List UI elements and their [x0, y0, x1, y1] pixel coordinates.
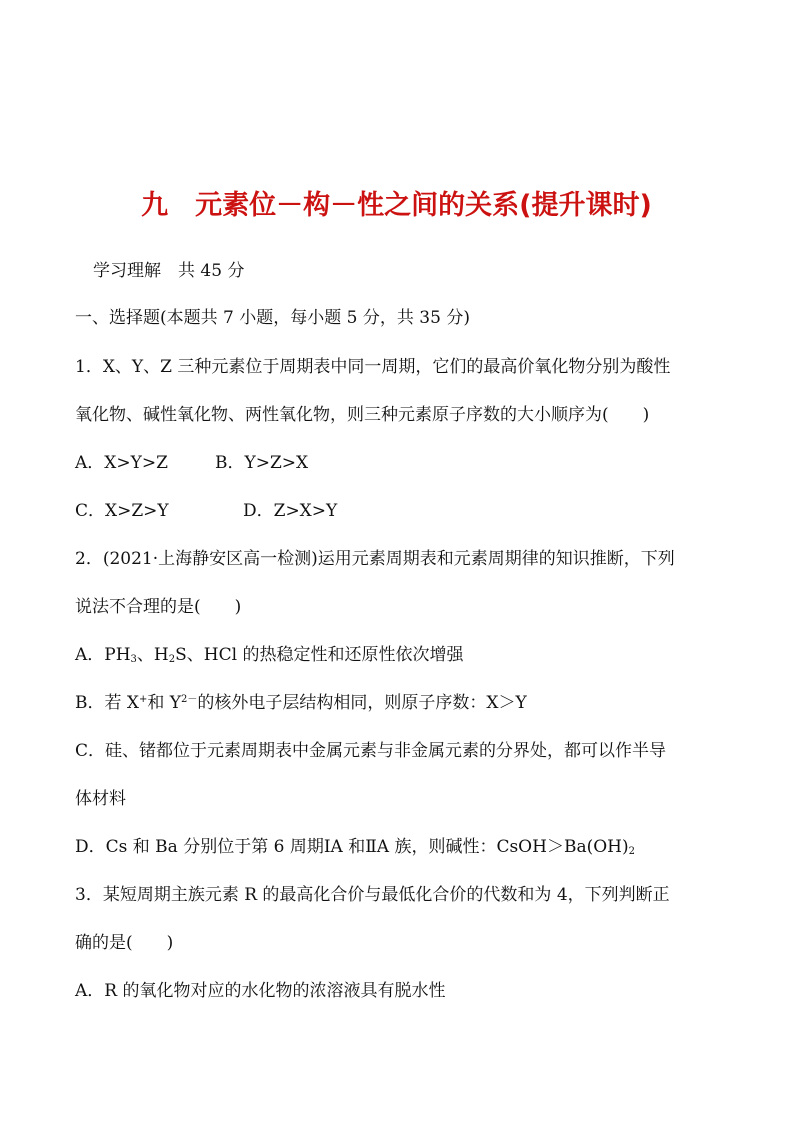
question-1-option-c: C．X>Z>Y: [75, 501, 169, 521]
question-2-option-c-line-2: 体材料: [75, 789, 126, 809]
question-1-option-d: D．Z>X>Y: [243, 501, 338, 521]
text-run: 、H: [136, 645, 169, 665]
question-2-option-b: [75, 691, 527, 715]
question-1-option-a: A．X>Y>Z: [75, 453, 168, 473]
section-header: 学习理解 共 45 分: [93, 261, 245, 281]
text-run: A．PH: [75, 645, 131, 665]
superscript: 2－: [181, 694, 198, 705]
text-run: D．Cs 和 Ba 分别位于第 6 周期ⅠA 和ⅡA 族，则碱性：CsOH＞Ba(OH): [75, 837, 629, 857]
superscript: +: [139, 694, 148, 705]
question-1-line-1: 1．X、Y、Z 三种元素位于周期表中同一周期，它们的最高价氧化物分别为酸性: [75, 357, 671, 377]
subscript: 3: [130, 654, 137, 665]
text-run: 的核外电子层结构相同，则原子序数：X＞Y: [197, 693, 527, 713]
question-3-line-2: 确的是( ): [75, 933, 174, 953]
subscript: 2: [168, 654, 176, 665]
question-2-option-d: [75, 835, 635, 859]
text-run: B．若 X: [75, 693, 139, 713]
page-title: 九 元素位－构－性之间的关系(提升课时): [141, 190, 652, 221]
question-2-option-c-line-1: C．硅、锗都位于元素周期表中金属元素与非金属元素的分界处，都可以作半导: [75, 741, 667, 761]
text-run: S、HCl 的热稳定性和还原性依次增强: [175, 645, 464, 665]
question-2-line-1: 2．(2021·上海静安区高一检测)运用元素周期表和元素周期律的知识推断，下列: [75, 549, 675, 569]
question-3-option-a: A．R 的氧化物对应的水化物的浓溶液具有脱水性: [75, 981, 446, 1001]
question-2-line-2: 说法不合理的是( ): [75, 597, 242, 617]
subscript: 2: [628, 846, 635, 857]
part-one-header: 一、选择题(本题共 7 小题，每小题 5 分，共 35 分): [75, 308, 470, 328]
question-2-option-a: [75, 643, 463, 667]
question-3-line-1: 3．某短周期主族元素 R 的最高化合价与最低化合价的代数和为 4，下列判断正: [75, 885, 670, 905]
question-1-option-b: B．Y>Z>X: [215, 453, 309, 473]
question-1-line-2: 氧化物、碱性氧化物、两性氧化物，则三种元素原子序数的大小顺序为( ): [75, 405, 650, 425]
text-run: 和 Y: [147, 693, 182, 713]
